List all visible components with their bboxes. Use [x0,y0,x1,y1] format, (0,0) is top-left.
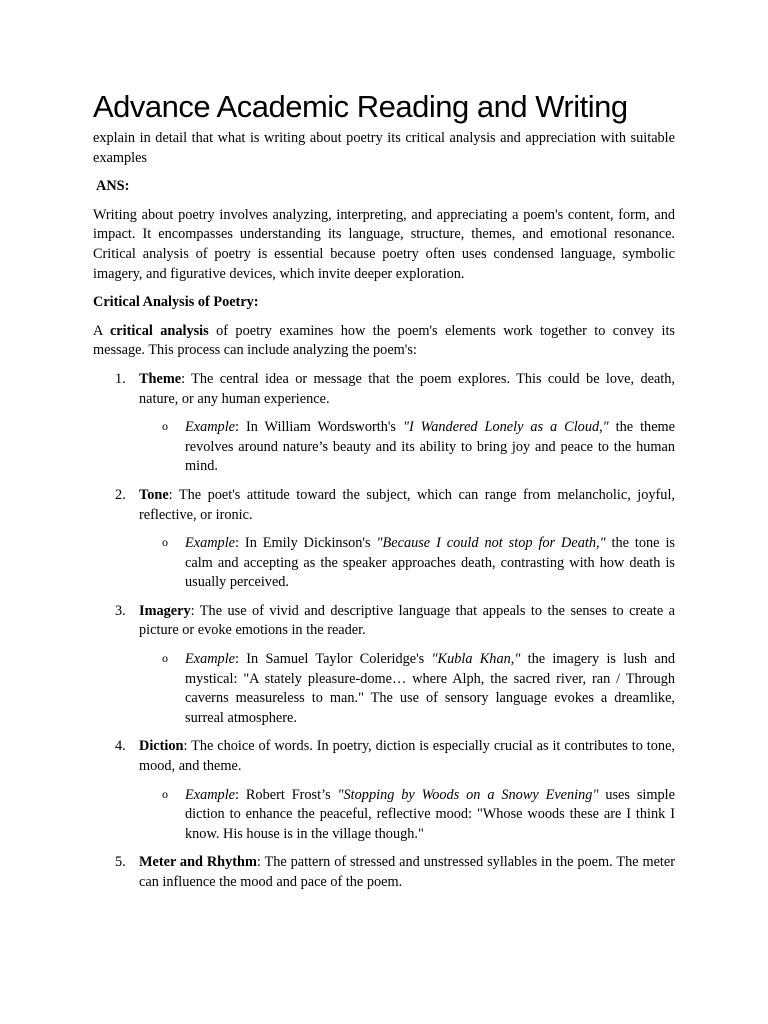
list-item [93,853,675,892]
example-title: "I Wandered Lonely as a Cloud," [402,419,609,436]
example-pre: : In William Wordsworth's [235,419,403,436]
item-desc: : The use of vivid and descriptive language that appeals to the senses to create a picture or evoke emotions in the reader. [139,602,675,639]
document-title: Advance Academic Reading and Writing [93,89,628,124]
example-post: the theme revolves around nature’s beauty and its ability to bring joy and peace to the human mind. [185,419,676,475]
item-term: Meter and Rhythm [139,854,257,871]
lead-post: of poetry examines how the poem's elements work together to convey its message. This process can include analyzing the poem's: [93,322,675,359]
item-text [139,602,675,641]
item-number: 2. [115,486,126,503]
item-number: 1. [115,370,126,387]
lead-paragraph [93,322,675,361]
example-subitem [139,534,675,593]
example-pre: : In Samuel Taylor Coleridge's [235,651,432,668]
example-subitem [139,418,675,477]
question-text: explain in detail that what is writing about poetry its critical analysis and appreciation with suitable examples [93,130,675,166]
circle-bullet-icon: o [162,535,168,550]
list-item [93,370,675,477]
item-term: Tone [139,486,169,503]
example-label: Example [185,651,236,668]
example-post: the tone is calm and accepting as the speaker approaches death, contrasting with how death is usually perceived. [185,535,675,591]
lead-pre: A [93,322,110,339]
lead-bold: critical analysis [109,322,209,339]
answer-label: ANS: [96,178,130,195]
document-page [93,88,675,902]
example-title: "Stopping by Woods on a Snowy Evening" [337,786,599,803]
item-text [139,486,675,525]
item-term: Theme [139,370,182,387]
example-pre: : Robert Frost’s [235,786,338,803]
item-text [139,370,675,409]
section-heading: Critical Analysis of Poetry: [93,294,259,311]
item-number: 4. [115,738,126,755]
list-item [93,486,675,593]
item-desc: : The poet's attitude toward the subject, which can range from melancholic, joyful, reflective, or ironic. [139,486,675,523]
example-subitem [139,786,675,845]
elements-list [93,370,675,893]
example-post: the imagery is lush and mystical: "A stately pleasure-dome… where Alph, the sacred river, ran / Through caverns measureless to man." The use of sensory language evokes a dreamlike, surreal atmosphere. [185,651,675,726]
example-title: "Because I could not stop for Death," [376,535,606,552]
item-number: 3. [115,602,126,619]
example-label: Example [185,786,236,803]
example-title: "Kubla Khan," [431,651,521,668]
list-item [93,737,675,844]
example-pre: : In Emily Dickinson's [235,535,377,552]
item-desc: : The central idea or message that the poem explores. This could be love, death, nature, or any human experience. [139,370,675,407]
circle-bullet-icon: o [162,419,168,434]
list-item [93,602,675,729]
item-text [139,853,675,892]
circle-bullet-icon: o [162,786,168,801]
item-term: Imagery [139,602,191,619]
example-label: Example [185,535,236,552]
item-number: 5. [115,854,126,871]
item-term: Diction [139,738,184,755]
example-subitem [139,650,675,728]
item-text [139,737,675,776]
item-desc: : The choice of words. In poetry, diction is especially crucial as it contributes to tone, mood, and theme. [139,738,675,775]
example-label: Example [185,419,236,436]
example-post: uses simple diction to enhance the peaceful, reflective mood: "Whose woods these are I think I know. His house is in the village though." [185,786,675,842]
intro-paragraph: Writing about poetry involves analyzing, interpreting, and appreciating a poem's content, form, and impact. It encompasses understanding its language, structure, themes, and emotional resonance. Critical analysis of poetry is essential because poetry often uses condensed language, symbolic imagery, and figurative devices, which invite deeper exploration. [93,206,675,282]
item-desc: : The pattern of stressed and unstressed syllables in the poem. The meter can influence the mood and pace of the poem. [139,854,676,890]
circle-bullet-icon: o [162,651,168,666]
